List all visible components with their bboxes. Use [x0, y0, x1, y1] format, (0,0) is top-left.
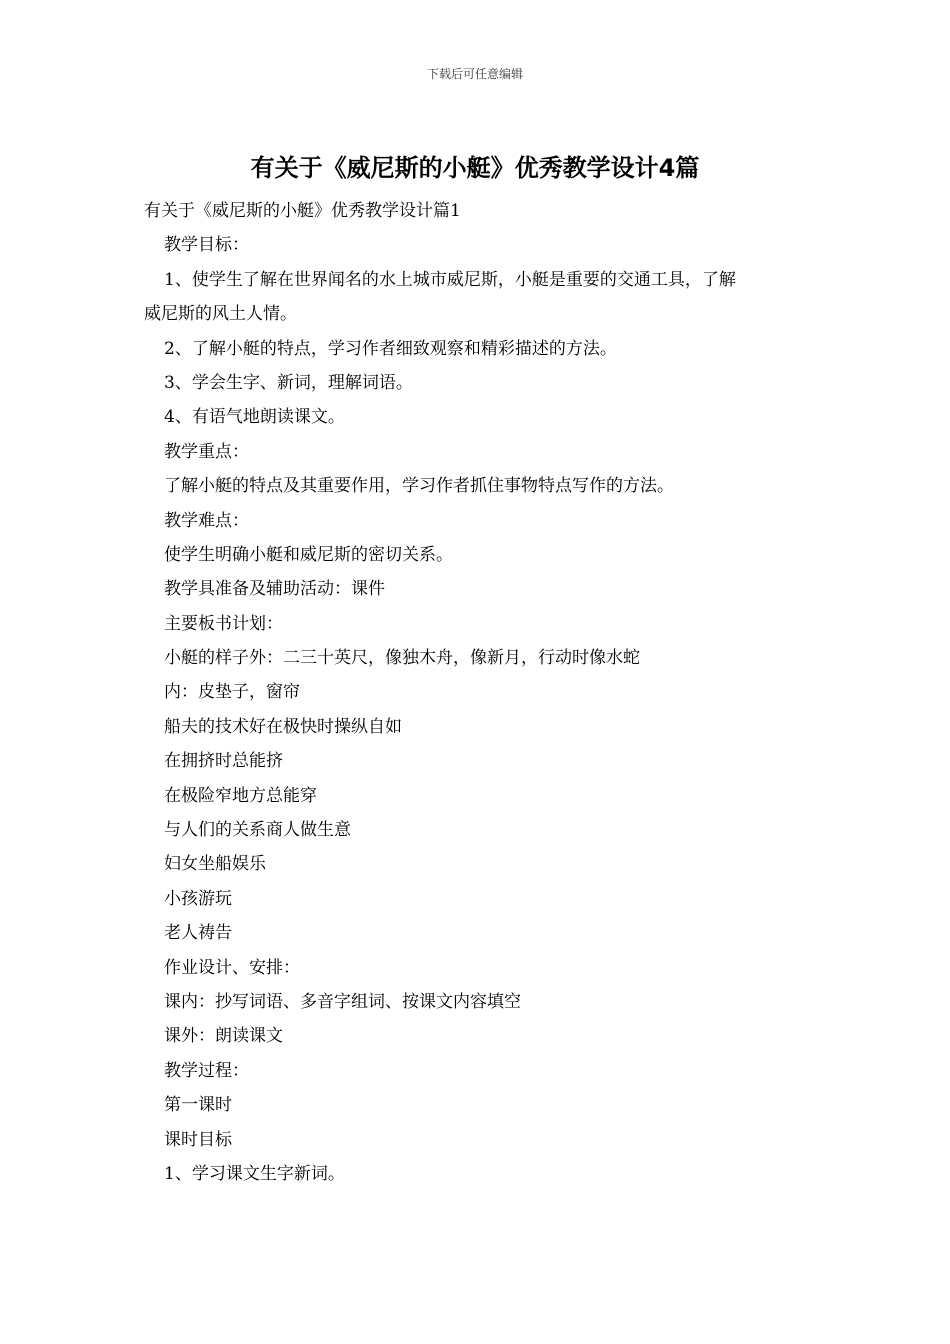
text-line: 妇女坐船娱乐	[164, 854, 266, 875]
text-line: 1、使学生了解在世界闻名的水上城市威尼斯，小艇是重要的交通工具，了解	[164, 269, 736, 290]
text-line: 教学重点：	[164, 441, 249, 462]
text-line: 小艇的样子外：二三十英尺，像独木舟，像新月，行动时像水蛇	[164, 648, 640, 669]
text-line: 作业设计、安排：	[164, 957, 300, 978]
text-line: 有关于《威尼斯的小艇》优秀教学设计篇1	[144, 201, 461, 221]
text-line: 威尼斯的风土人情。	[144, 304, 297, 325]
text-line: 3、学会生字、新词，理解词语。	[164, 372, 413, 393]
text-line: 小孩游玩	[164, 888, 232, 909]
document-title: 有关于《威尼斯的小艇》优秀教学设计4篇	[250, 154, 700, 182]
text-line: 教学具准备及辅助活动：课件	[164, 579, 385, 600]
text-line: 使学生明确小艇和威尼斯的密切关系。	[164, 544, 453, 565]
text-line: 主要板书计划：	[164, 613, 283, 634]
text-line: 课时目标	[164, 1129, 232, 1150]
text-line: 教学过程：	[164, 1060, 249, 1081]
text-line: 课外：朗读课文	[164, 1026, 283, 1047]
text-line: 教学难点：	[164, 510, 249, 531]
text-line: 在拥挤时总能挤	[164, 751, 283, 772]
text-line: 1、学习课文生字新词。	[164, 1163, 345, 1184]
text-line: 第一课时	[164, 1095, 232, 1116]
text-line: 4、有语气地朗读课文。	[164, 407, 345, 428]
text-line: 在极险窄地方总能穿	[164, 785, 317, 806]
text-line: 老人祷告	[164, 923, 232, 944]
text-line: 与人们的关系商人做生意	[164, 820, 351, 841]
text-line: 了解小艇的特点及其重要作用，学习作者抓住事物特点写作的方法。	[164, 476, 674, 497]
text-line: 教学目标：	[164, 235, 249, 256]
text-line: 内：皮垫子，窗帘	[164, 682, 300, 703]
document-body	[144, 194, 810, 1191]
text-line: 2、了解小艇的特点，学习作者细致观察和精彩描述的方法。	[164, 338, 617, 359]
page-header-note: 下载后可任意编辑	[426, 67, 523, 81]
text-line: 船夫的技术好在极快时操纵自如	[164, 716, 402, 737]
text-line: 课内：抄写词语、多音字组词、按课文内容填空	[164, 991, 521, 1012]
